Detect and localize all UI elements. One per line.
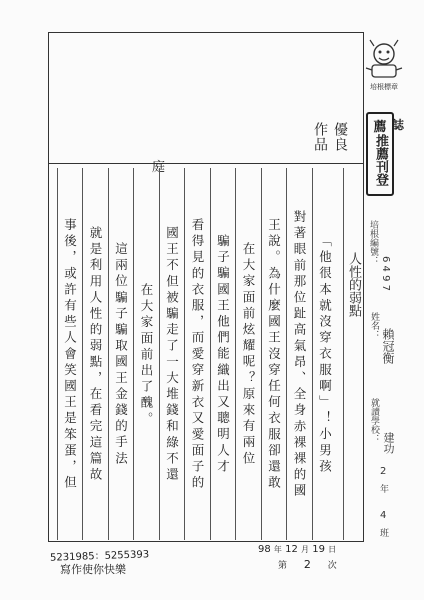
comment-area bbox=[48, 32, 364, 175]
page-unit: 次 bbox=[327, 561, 337, 571]
essay-column bbox=[210, 168, 237, 540]
page-value: 2 bbox=[303, 558, 311, 571]
essay-column-text: 騙子騙國王他們能織出又聰明人才 bbox=[215, 234, 231, 476]
mascot-stamp bbox=[360, 38, 408, 90]
month-unit: 月 bbox=[301, 545, 310, 554]
date-month: 12 bbox=[285, 544, 298, 555]
essay-column-text: 這兩位騙子騙取國王金錢的手法 bbox=[113, 242, 129, 468]
day-unit: 日 bbox=[328, 545, 337, 554]
essay-column bbox=[57, 168, 84, 540]
magazine-stamp-top: 誌 bbox=[392, 118, 405, 132]
id-value: 6 4 9 7 bbox=[380, 256, 391, 291]
name-value: 賴冠衡 bbox=[381, 328, 395, 364]
id-label: 培根編號： bbox=[368, 220, 378, 265]
slogan: 寫作使你快樂 bbox=[60, 563, 126, 576]
school-value: 建功 bbox=[382, 432, 395, 454]
essay-column-text: 「他很本就沒穿衣服啊」！小男孩 bbox=[317, 234, 333, 476]
essay-column bbox=[235, 168, 262, 540]
essay-column bbox=[286, 168, 313, 540]
grade-unit: 年 bbox=[380, 485, 390, 495]
essay-column-text: 王說。為什麼國王沒穿任何衣服卻還敢 bbox=[266, 218, 282, 492]
date-year: 98 bbox=[258, 544, 271, 555]
essay-column-text: 事後，或許有些人會笑國王是笨蛋，但 bbox=[62, 218, 78, 492]
essay-column-text: 國王不但被騙走了一大堆錢和綠不還 bbox=[164, 226, 180, 484]
side-info bbox=[368, 220, 408, 540]
essay-column-text: 就是利用人性的弱點，在看完這篇故 bbox=[88, 226, 103, 484]
date-line bbox=[258, 544, 368, 555]
date-day: 19 bbox=[312, 544, 325, 555]
essay-column bbox=[184, 168, 211, 540]
grade-value: 2 bbox=[380, 466, 387, 477]
essay-column-text: 看得見的衣服，而愛穿新衣又愛面子的 bbox=[190, 218, 205, 492]
phone-number: 5231985：5255393 bbox=[49, 549, 150, 564]
teacher-initial: 庭 bbox=[152, 160, 166, 175]
essay-column bbox=[312, 168, 339, 540]
cultivation-label: 培根標章 bbox=[370, 83, 398, 91]
school-label: 就讀學校： bbox=[369, 398, 379, 443]
essay-column bbox=[108, 168, 135, 540]
year-unit: 年 bbox=[273, 545, 282, 554]
essay-column bbox=[82, 168, 109, 540]
class-unit: 班 bbox=[380, 529, 390, 539]
excellent-work-label: 優良作品 bbox=[312, 122, 348, 152]
recommended-stamp-label: 推薦刊登 bbox=[373, 134, 388, 186]
mascot-icon bbox=[360, 38, 408, 80]
essay-column-text: 在大家面前出了醜。 bbox=[139, 282, 154, 428]
page-prefix: 第 bbox=[278, 561, 288, 571]
essay-title: 人性的弱點 bbox=[346, 252, 361, 317]
essay-column bbox=[159, 168, 186, 540]
essay-column-text: 對著眼前那位趾高氣昂、全身赤裸裸的國 bbox=[292, 210, 307, 500]
essay-column-text: 在大家面前炫耀呢？原來有兩位 bbox=[241, 242, 256, 468]
essay-column bbox=[261, 168, 288, 540]
name-label: 姓名： bbox=[369, 312, 379, 339]
recommended-stamp bbox=[366, 112, 394, 196]
title-column bbox=[343, 168, 362, 540]
essay-grid bbox=[50, 168, 361, 540]
recommended-stamp-top: 薦 bbox=[373, 120, 387, 135]
attempt-line bbox=[278, 558, 337, 571]
class-value: 4 bbox=[380, 510, 387, 521]
essay-column bbox=[133, 168, 160, 540]
